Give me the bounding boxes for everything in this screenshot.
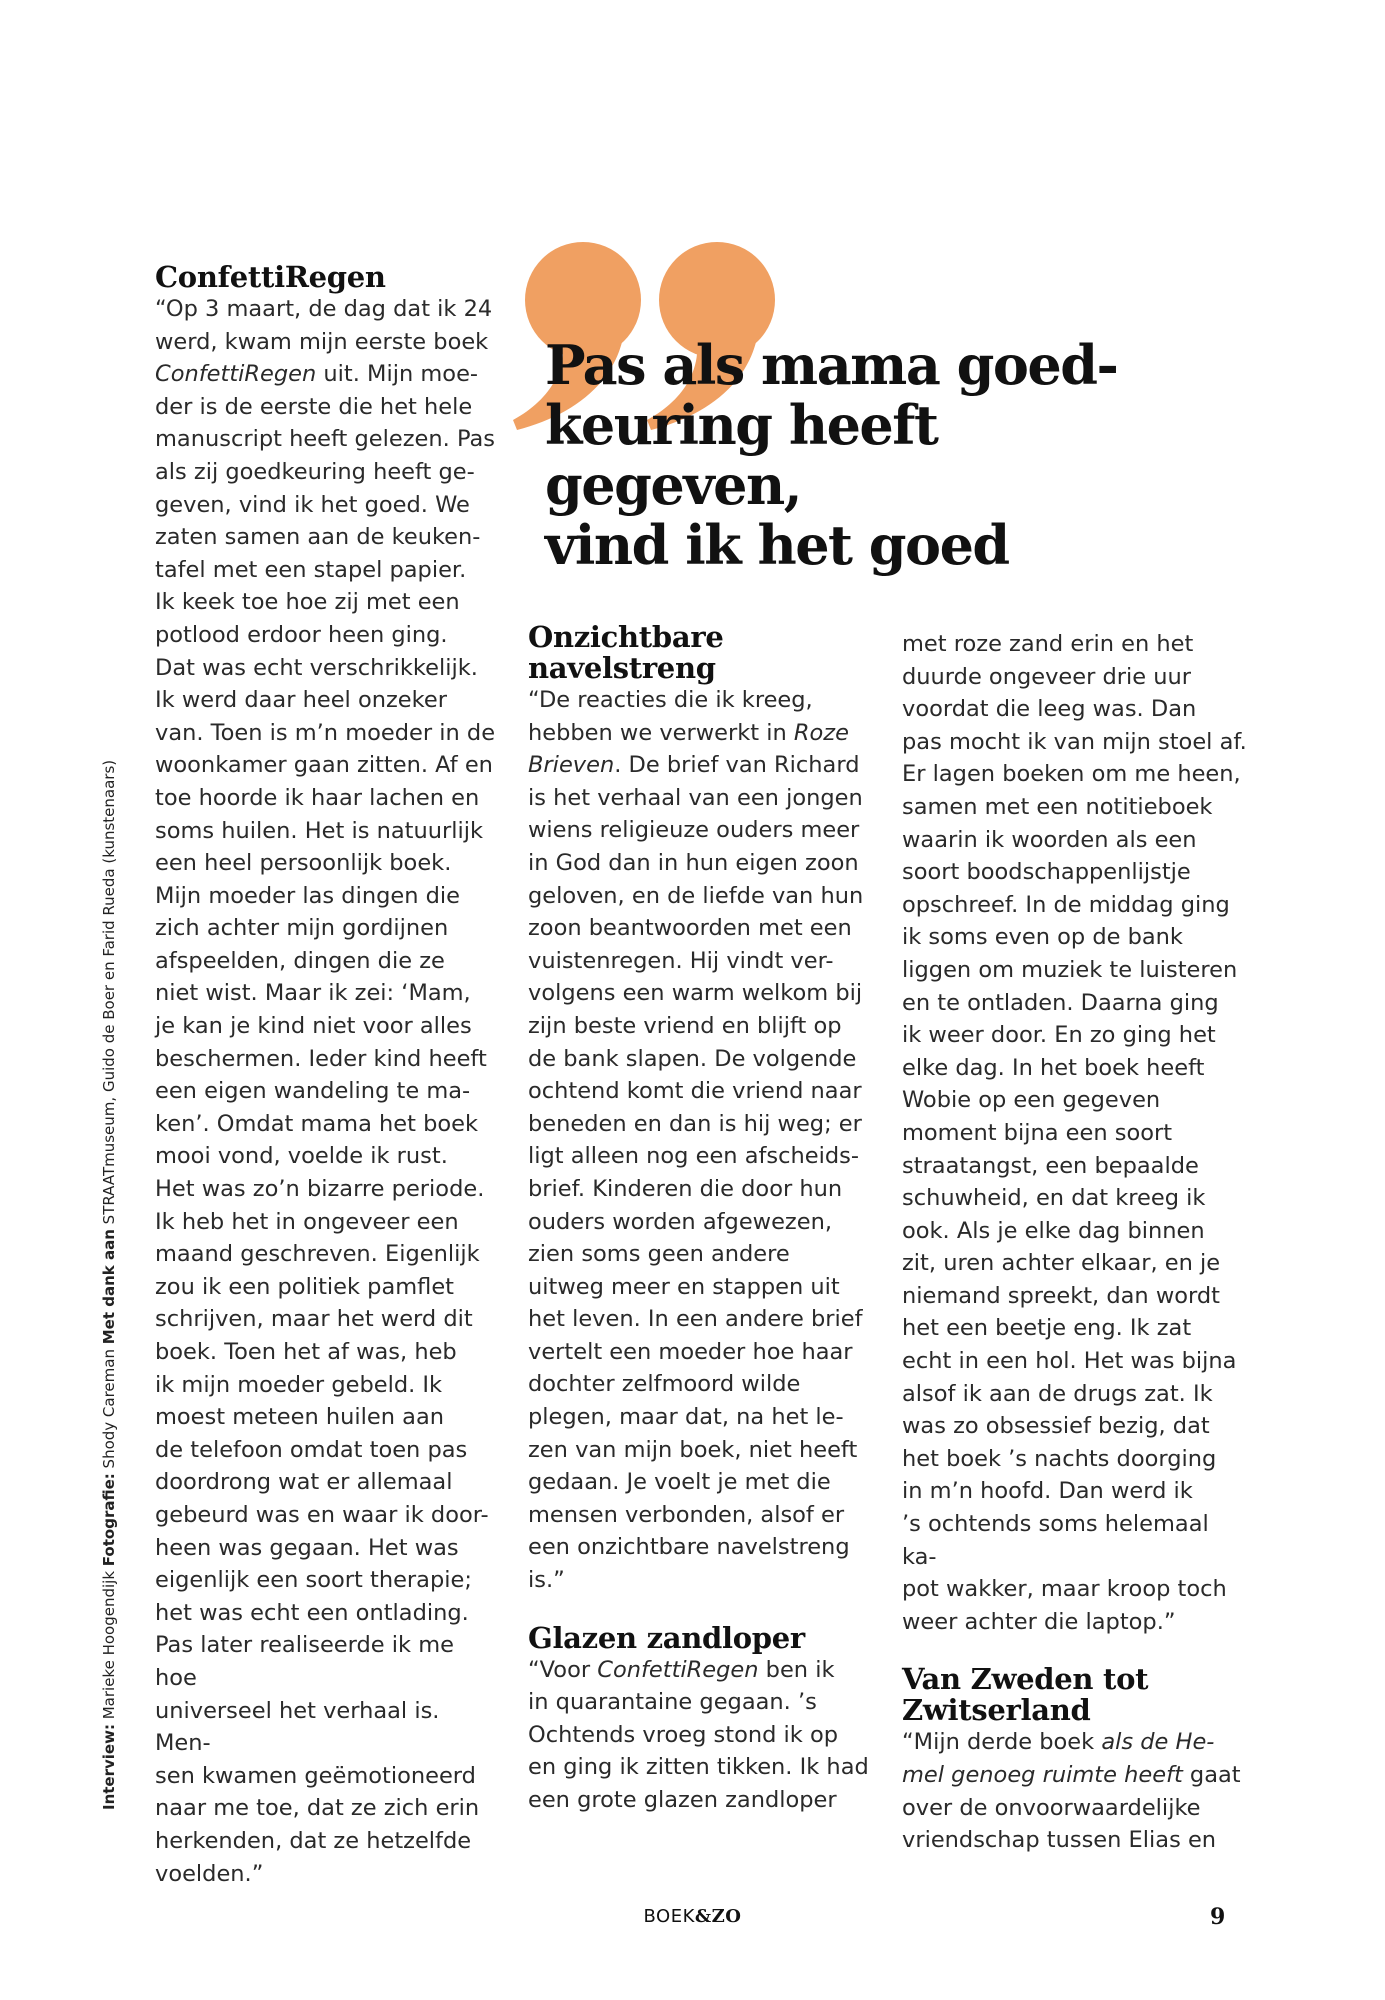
book-title: ConfettiRegen [597, 1656, 759, 1683]
logo-text: &ZO [694, 1906, 742, 1927]
section-body-confettiregen [155, 293, 500, 1890]
magazine-logo [0, 1906, 1385, 1927]
photo-credits [100, 760, 118, 1810]
body-text: “Voor [528, 1656, 598, 1683]
body-text: “Mijn derde boek [902, 1729, 1102, 1756]
column-1 [155, 262, 500, 1890]
section-body-continued: met roze zand erin en het duurde ongeveer drie uur voordat die leeg was. Dan pas mocht ik van mijn stoel af. Er lagen boeken om me heen, samen met een notitieboek waarin ik woorden als een soort boodschappenlijstje opschreef. In de middag ging ik soms even op de bank liggen om muziek te luisteren en te ontladen. Daarna ging ik weer door. En zo ging het elke dag. In het boek heeft Wobie op een gegeven moment bijna een soort straatangst, een bepaalde schuwheid, en dat kreeg ik ook. Als je elke dag binnen zit, uren achter elkaar, en je niemand spreekt, dan wordt het een beetje eng. Ik zat echt in een hol. Het was bijna alsof ik aan de drugs zat. Ik was zo obsessief bezig, dat het boek ’s nachts doorging in m’n hoofd. Dan werd ik ’s ochtends soms helemaal ka- pot wakker, maar kroop toch weer achter die laptop.” [902, 631, 1247, 1635]
pull-quote: Pas als mama goed- keuring heeft gegeven, vind ik het goed [545, 333, 1118, 577]
section-heading-confettiregen: ConfettiRegen [155, 260, 386, 294]
logo-text: BOEK [643, 1906, 695, 1927]
body-text: uit. Mijn moe- der is de eerste die het hele manuscript heeft gelezen. Pas als zij goedkeuring heeft ge- geven, vind ik het goed. We zaten samen aan de keuken- tafel met een stapel papier. Ik keek toe hoe zij met een potlood erdoor heen ging. Dat was echt verschrikkelijk. Ik werd daar heel onzeker van. Toen is m’n moeder in de woonkamer gaan zitten. Af en toe hoorde ik haar lachen en soms huilen. Het is natuurlijk een heel persoonlijk boek. Mijn moeder las dingen die zich achter mijn gordijnen afspeelden, dingen die ze niet wist. Maar ik zei: ‘Mam, je kan je kind niet voor alles beschermen. Ieder kind heeft een eigen wandeling te ma- ken’. Omdat mama het boek mooi vond, voelde ik rust. Het was zo’n bizarre periode. Ik heb het in ongeveer een maand geschreven. Eigenlijk zou ik een politiek pamflet schrijven, maar het werd dit boek. Toen het af was, heb ik mijn moeder gebeld. Ik moest meteen huilen aan de telefoon omdat toen pas doordrong wat er allemaal gebeurd was en waar ik door- heen was gegaan. Het was eigenlijk een soort therapie; het was echt een ontlading. Pas later realiseerde ik me hoe universeel het verhaal is. Men- sen kwamen geëmotioneerd naar me toe, dat ze zich erin herkenden, dat ze hetzelfde voelden.” [155, 361, 496, 1887]
body-text: . De brief van Richard is het verhaal van een jongen wiens religieuze ouders meer in God dan in hun eigen zoon geloven, en de liefde van hun zoon beantwoorden met een vuistenregen. Hij vindt ver- volgens een warm welkom bij zijn beste vriend en blijft op de bank slapen. De volgende ochtend komt die vriend naar beneden en dan is hij weg; er ligt alleen nog een afscheids- brief. Kinderen die door hun ouders worden afgewezen, zien soms geen andere uitweg meer en stappen uit het leven. In een andere brief vertelt een moeder hoe haar dochter zelfmoord wilde plegen, maar dat, na het le- zen van mijn boek, niet heeft gedaan. Je voelt je met die mensen verbonden, alsof er een onzichtbare navelstreng is.” [528, 752, 864, 1594]
book-title: ConfettiRegen [155, 361, 317, 388]
body-text: “Op 3 maart, de dag dat ik 24 werd, kwam mijn eerste boek [155, 296, 493, 355]
body-text: gaat over de onvoorwaardelijke vriendschap tussen Elias en [902, 1762, 1241, 1854]
page-number: 9 [1210, 1904, 1226, 1930]
column-2 [528, 622, 873, 1817]
credit-interview-label: Interview: [100, 1724, 118, 1810]
credit-photo-name: Shody Careman [100, 1349, 118, 1469]
section-heading-onzichtbare-navelstreng: Onzichtbare navelstreng [528, 620, 724, 685]
book-title: als de He- mel genoeg ruimte heeft [902, 1729, 1215, 1788]
book-title: Roze Brieven [528, 719, 849, 779]
section-body-onzichtbare-navelstreng [528, 684, 873, 1597]
credit-thanks-text: STRAATmuseum, Guido de Boer en Farid Rueda (kunstenaars) [100, 759, 118, 1225]
credit-interview-name: Marieke Hoogendijk [100, 1570, 118, 1720]
body-text: “De reacties die ik kreeg, hebben we verwerkt in [528, 687, 813, 746]
section-heading-van-zweden-tot-zwitserland: Van Zweden tot Zwitserland [902, 1662, 1149, 1728]
section-body-van-zweden [902, 1726, 1247, 1856]
body-text: ben ik in quarantaine gegaan. ’s Ochtends vroeg stond ik op en ging ik zitten tikken. Ik had een grote glazen zandloper [528, 1656, 869, 1813]
credit-photo-label: Fotografie: [100, 1473, 118, 1567]
column-3 [902, 628, 1247, 1857]
credit-thanks-label: Met dank aan [100, 1229, 118, 1345]
section-body-glazen-zandloper [528, 1654, 873, 1817]
section-heading-glazen-zandloper: Glazen zandloper [528, 1620, 805, 1655]
